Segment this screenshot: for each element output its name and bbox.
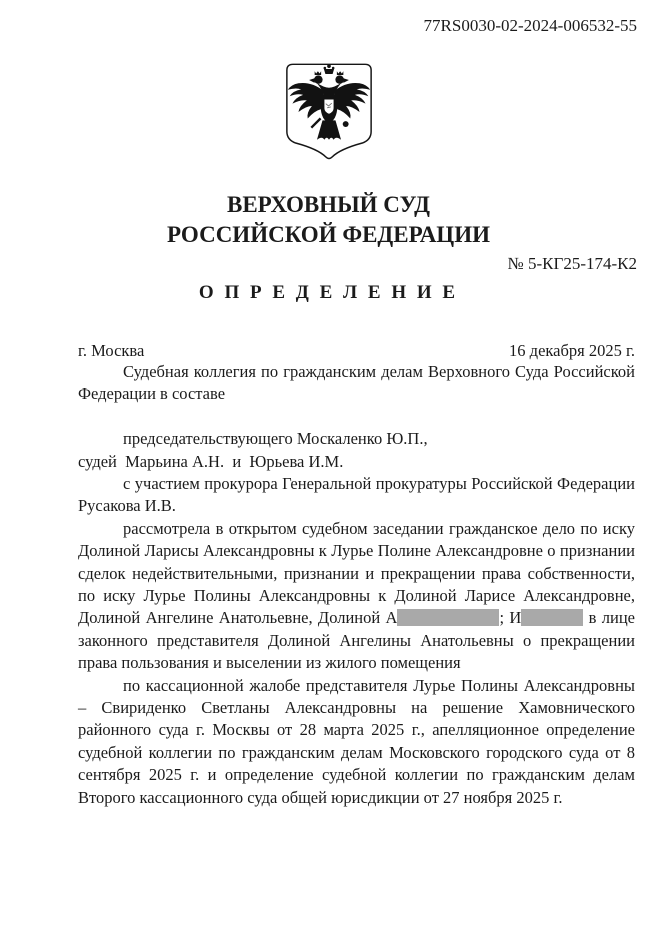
- case-text-part2: в лице законного представителя Долиной Ангелины Анатольевны о прекращении права пользования и выселении из жилого помещения: [78, 608, 635, 673]
- paragraph-panel-composition: [78, 428, 635, 473]
- dateline-date: 16 декабря 2025 г.: [509, 341, 635, 360]
- redaction-box-1: [397, 609, 499, 626]
- paragraph-case-description: [78, 518, 635, 675]
- line-presiding-judge: председательствующего Москаленко Ю.П.,: [123, 429, 428, 449]
- paragraph-cassation-appeal: по кассационной жалобе представителя Лурье Полины Александровны – Свириденко Светланы Александровны на решение Хамовнического районного суда г. Москвы от 28 марта 2025 г., апелляционное определение судебной коллегии по гражданским делам Московского городского суда от 8 сентября 2025 г. и определение судебной коллегии по гражданским делам Второго кассационного суда общей юрисдикции от 27 ноября 2025 г.: [78, 675, 635, 807]
- case-text-mid: ; И: [499, 608, 522, 628]
- court-name: [0, 190, 657, 250]
- paragraph-intro: Судебная коллегия по гражданским делам Верховного Суда Российской Федерации в составе: [78, 362, 635, 404]
- paragraph-prosecutor: с участием прокурора Генеральной прокуратуры Российской Федерации Русакова И.В.: [78, 474, 635, 516]
- line-judges: судей Марьина А.Н. и Юрьева И.М.: [78, 451, 344, 471]
- decision-body: [0, 361, 657, 809]
- dateline-city: г. Москва: [78, 341, 145, 360]
- court-name-line1: ВЕРХОВНЫЙ СУД: [227, 192, 430, 217]
- docket-number: 77RS0030-02-2024-006532-55: [423, 16, 637, 35]
- redaction-box-2: [521, 609, 583, 626]
- coat-of-arms-icon: [0, 62, 657, 162]
- case-text-part1: рассмотрела в открытом судебном заседании гражданское дело по иску Долиной Ларисы Александровны к Лурье Полине Александровне о признании сделок недействительными, признании и прекращении права собственности, по иску Лурье Полины Александровны к Долиной Ларисе Александровне, Долиной Ангелине Анатольевне, Долиной А: [78, 518, 635, 628]
- dateline: [0, 341, 657, 361]
- court-name-line2: РОССИЙСКОЙ ФЕДЕРАЦИИ: [167, 222, 490, 247]
- document-title: О П Р Е Д Е Л Е Н И Е: [198, 282, 459, 303]
- case-number: № 5-КГ25-174-К2: [507, 254, 637, 273]
